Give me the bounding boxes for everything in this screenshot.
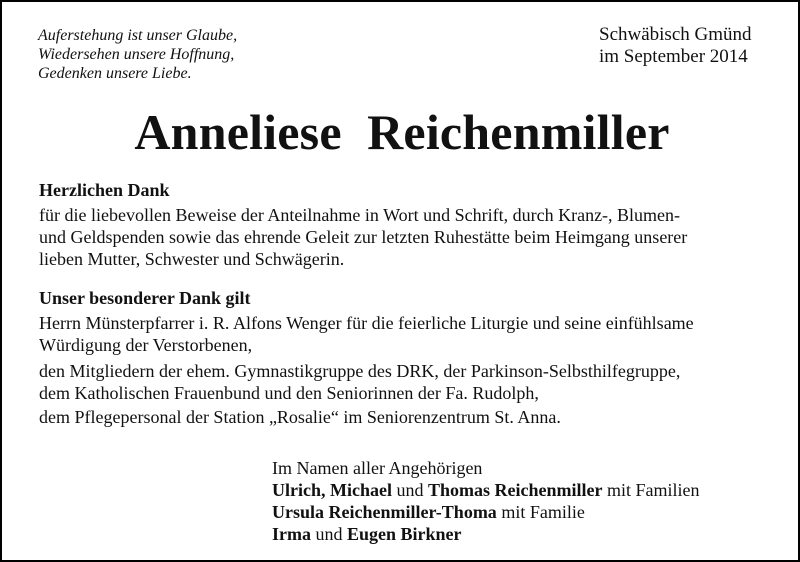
signature-intro: Im Namen aller Angehörigen	[272, 458, 483, 478]
conjunction: und	[391, 480, 428, 500]
paragraph-line: dem Katholischen Frauenbund und den Seniorinnen der Fa. Rudolph,	[39, 383, 539, 403]
motto-line: Auferstehung ist unser Glaube,	[38, 27, 238, 44]
special-thanks-heading: Unser besonderer Dank gilt	[39, 288, 251, 308]
signature-line	[272, 479, 699, 501]
signature-block	[272, 457, 699, 545]
deceased-name: Anneliese Reichenmiller	[134, 104, 670, 160]
motto-line: Wiedersehen unsere Hoffnung,	[38, 46, 235, 63]
signatory-names: Eugen Birkner	[347, 524, 462, 544]
thanks-paragraph	[39, 204, 779, 270]
paragraph-line: den Mitgliedern der ehem. Gymnastikgruppe des DRK, der Parkinson-Selbsthilfegruppe,	[39, 361, 681, 381]
memorial-motto	[38, 26, 237, 83]
signatory-names: Ursula Reichenmiller-Thoma	[272, 502, 497, 522]
paragraph-line: lieben Mutter, Schwester und Schwägerin.	[39, 249, 345, 269]
place: Schwäbisch Gmünd	[599, 24, 752, 45]
paragraph-line: Herrn Münsterpfarrer i. R. Alfons Wenger für die feierliche Liturgie und seine einfühlsame	[39, 313, 694, 333]
motto-line: Gedenken unsere Liebe.	[38, 65, 192, 82]
special-thanks-item	[39, 312, 779, 356]
special-thanks-item	[39, 406, 779, 428]
paragraph-line: und Geldspenden sowie das ehrende Geleit zur letzten Ruhestätte beim Heimgang unserer	[39, 227, 688, 247]
paragraph-line: dem Pflegepersonal der Station „Rosalie“ im Seniorenzentrum St. Anna.	[39, 407, 561, 427]
paragraph-line: Würdigung der Verstorbenen,	[39, 335, 253, 355]
place-and-date	[599, 24, 752, 68]
signatory-names: Ulrich, Michael	[272, 480, 392, 500]
signatory-names: Thomas Reichenmiller	[427, 480, 603, 500]
signature-line	[272, 523, 699, 545]
special-thanks-item	[39, 360, 779, 404]
family-suffix: mit Familien	[602, 480, 700, 500]
signature-line	[272, 501, 699, 523]
date: im September 2014	[599, 46, 748, 67]
family-suffix: mit Familie	[496, 502, 585, 522]
paragraph-line: für die liebevollen Beweise der Anteilnahme in Wort und Schrift, durch Kranz-, Blumen-	[39, 205, 681, 225]
conjunction: und	[311, 524, 347, 544]
signatory-names: Irma	[272, 524, 311, 544]
thanks-heading: Herzlichen Dank	[39, 180, 170, 200]
